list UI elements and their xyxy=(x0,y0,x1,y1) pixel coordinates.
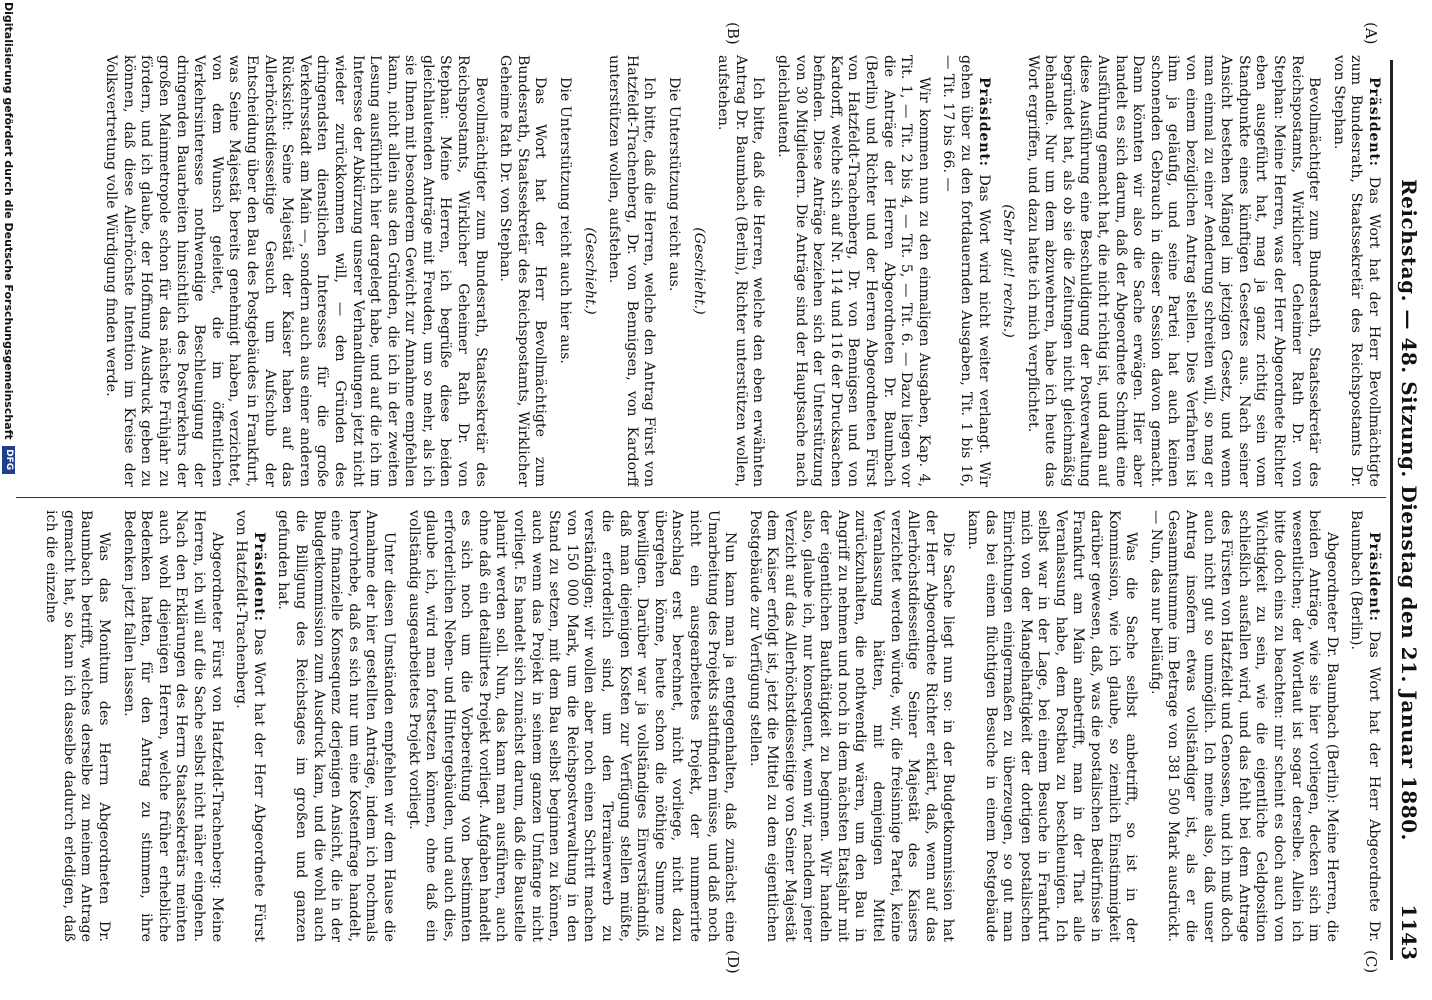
speaker-name: Präsident: xyxy=(1366,532,1382,622)
digitization-credit xyxy=(0,0,18,1000)
paragraph xyxy=(119,510,225,942)
paragraph xyxy=(1329,55,1382,487)
paragraph-text: Das Wort hat der Herr Abgeordnete Dr. Baumbach (Berlin). xyxy=(1348,510,1382,942)
paragraph-text: Bevollmächtigter zum Bundesrath, Staatssekretär des Reichspostamts, Wirklicher Geheimer Rath Dr. von Stephan: Meine Herren, ich begrüße diese beiden gleichlautenden Anträge mit Freuden, um so mehr, als ich sie Ihnen mit besonderem Gewicht zur Annahme empfehlen kann, nicht allein aus den Gründen, die ich in der zweiten Lesung ausführlich hier dargelegt habe, und auf die ich im Interesse der Abkürzung unserer Verhandlungen jetzt nicht wieder zurückkommen will, — den Gründen des dringendsten dienstlichen Interesses für die große Verkehrsstadt am Main —, sondern auch aus einer anderen Rücksicht: Seine Majestät der Kaiser haben auf das Allerhöchstdiesseitige Gesuch um Aufschub der Entscheidung über den Bau des Postgebäudes in Frankfurt, was Seine Majestät bereits genehmigt haben, verzichtet, von dem Wunsch geleitet, die im öffentlichen Verkehrsinteresse nothwendige Beschleunigung der dringenden Bauarbeiten hinsichtlich des Postverkehrs der großen Mainmetropole schon für das nächste Frühjahr zu fördern, und ich glaube, der Hoffnung Ausdruck geben zu können, daß diese Allerhöchste Intention im Kreise der Volksvertretung volle Würdigung finden werde. xyxy=(103,55,489,487)
speaker-name: Präsident: xyxy=(975,77,992,167)
speaker-name: Präsident: xyxy=(250,532,267,622)
paragraph-text: Abgeordneter Dr. Baumbach (Berlin): Meine Herren, die beiden Anträge, wie sie hier vorliegen, decken sich im wesentlichen; der Wortlaut ist sogar derselbe. Allein ich bitte doch eins zu beachten: mir scheint es doch auch von Wichtigkeit zu sein, wie die eigentliche Geldposition schließlich ausfallen wird, und das fehlt bei dem Antrage des Fürsten von Hatzfeldt und Genossen, und ich muß doch auch nicht gut so unmöglich. Ich meine also, daß unser Antrag insofern etwas vollständiger ist, als er die Gesammtsumme im Betrage von 381 500 Mark ausdrückt. — Nun, das nur beiläufig. xyxy=(1147,510,1340,942)
stage-direction xyxy=(580,55,598,487)
paragraph-text: (Sehr gut! rechts.) xyxy=(1000,204,1017,338)
paragraph-text: Das Wort wird nicht weiter verlangt. Wir gehen über zu den fortdauernden Ausgaben, Tit. 1 bis 16, — Tit. 17 bis 66. — xyxy=(940,55,992,487)
paragraph xyxy=(555,55,573,487)
page-header xyxy=(1390,60,1432,960)
paragraph xyxy=(939,55,992,487)
paragraph xyxy=(1023,55,1322,487)
paragraph-text: Die Unterstützung reicht auch hier aus. xyxy=(557,77,574,364)
paragraph xyxy=(605,55,658,487)
right-column xyxy=(12,510,1382,942)
paragraph-text: Unter diesen Umständen empfehlen wir dem Hause die Annahme der hier gestellten Anträge, indem ich nochmals hervorhebe, daß es sich nur um eine Kostenfrage handelt, eine finanzielle Konsequenz derjenigen Ansicht, die in der Budgetkommission zum Ausdruck kam, und die wohl auch die Billigung des Reichstages im großen und ganzen gefunden hat. xyxy=(275,510,397,942)
paragraph xyxy=(232,510,267,942)
paragraph-text: Was das Monitum des Herrn Abgeordneten Dr. Baumbach betrifft, welches derselbe zu meinem Antrage gemacht hat, so kann ich dasselbe dadurch erledigen, daß ich die einzelne xyxy=(43,510,113,942)
paragraph-text: Nun kann man ja entgegenhalten, daß zunächst eine Umarbeitung des Projekts stattfinden müsse, und daß noch nicht ein ausgearbeitetes Projekt, der nummerirte Anschlag erst berechnet, nicht vorliege, nicht dazu übergehen könne, heute schon die nöthige Summe zu bewilligen. Darüber war ja vollständiges Einverständniß, daß man diejenigen Kosten zur Verfügung stellen müßte, die erforderlich sind, um den Terrainerwerb zu verständigen; wir wollen aber noch einen Schritt machen von 150 000 Mark, um die Reichspostverwaltung in den Stand zu setzen, mit dem Bau selbst beginnen zu können, auch wenn das Projekt in seinem ganzen Umfange nicht vorliegt. Es handelt sich zunächst darum, daß die Baustelle planirt werden soll. Nun, das kann man ausführen, auch ohne daß ein detaillirtes Projekt vorliegt. Aufgaben handelt es sich noch um die Vorbereitung von bestimmten erforderlichen Neben- und Hintergebäuden, und auch dies, glaube ich, wird man fortsetzen können, ohne daß ein vollständig ausgearbeitetes Projekt vorliegt. xyxy=(405,510,739,942)
paragraph xyxy=(42,510,112,942)
margin-marker-a: (A) xyxy=(1362,22,1380,45)
paragraph-text: Wir kommen nun zu den einmaligen Ausgaben, Kap. 4, Tit. 1, — Tit. 2 bis 4, — Tit. 5, — Tit. 6. — Dazu liegen vor die Anträge der Herren Abgeordneten Dr. Baumbach (Berlin) und Richter und der Herren Abgeordneten Fürst von Hatzfeldt-Trachenberg, Dr. von Bennigsen und von Kardorff, welche sich auf Nr. 114 und 116 der Drucksachen befinden. Diese Anträge beziehen sich der Unterstützung von 30 Mitgliedern. Die Anträge sind der Hauptsache nach gleichlautend. xyxy=(775,55,932,487)
paragraph xyxy=(404,510,738,942)
paragraph-text: Ich bitte, daß die Herren, welche den eben erwähnten Antrag Dr. Baumbach (Berlin), Richter unterstützen wollen, aufstehen. xyxy=(715,55,767,487)
paragraph xyxy=(714,55,767,487)
paragraph xyxy=(773,55,931,487)
paragraph xyxy=(664,55,682,487)
paragraph-text: Das Wort hat der Herr Bevollmächtigte zum Bundesrath, Staatssekretär des Reichspostamts, Wirklicher Geheime Rath Dr. von Stephan. xyxy=(497,55,549,487)
paragraph xyxy=(745,510,956,942)
paragraph xyxy=(963,510,1139,942)
stage-direction xyxy=(999,55,1017,487)
header-title: Reichstag. — 48. Sitzung. Dienstag den 21. Januar 1880. xyxy=(1397,178,1421,842)
paragraph-text: Abgeordneter Fürst von Hatzfeldt-Trachenberg: Meine Herren, ich will auf die Sache selbst nicht näher eingehen. Nach den Erklärungen des Herrn Staatssekretärs meinten auch wohl diejenigen Herren, welche früher erhebliche Bedenken hatten, für den Antrag zu stimmen, ihre Bedenken jetzt fallen lassen. xyxy=(120,510,225,942)
paragraph-text: Die Sache liegt nun so: in der Budgetkommission hat der Herr Abgeordnete Richter erklärt, daß, wenn auf das Allerhöchstdiesseitige Seiner Majestät des Kaisers verzichtet werden würde, wir, die freisinnige Partei, keine Veranlassung hätten, mit demjenigen Mittel zurückzuhalten, die nothwendig wären, um den Bau in Angriff zu nehmen und noch in dem nächsten Etatsjahr mit der eigentlichen Bauthätigkeit zu beginnen. Wir handeln also, glaube ich, nur konsequent, wenn wir, nachdem jener Verzicht auf das Allerhöchstdiesseitige von Seiner Majestät dem Kaiser erfolgt ist, jetzt die Mittel zu dem eigentlichen Postgebäude zur Verfügung stellen. xyxy=(746,510,957,942)
dfg-logo: DFG xyxy=(3,446,16,474)
paragraph xyxy=(1347,510,1382,942)
credit-text: Digitalisierung gefördert durch die Deutsche Forschungsgemeinschaft xyxy=(2,2,16,440)
stage-direction xyxy=(689,55,707,487)
paragraph xyxy=(496,55,549,487)
paragraph-text: Ich bitte, daß die Herren, welche den Antrag Fürst von Hatzfeldt-Trachenberg, Dr. von Bennigsen, von Kardorff unterstützen wollen, aufstehen. xyxy=(606,55,658,487)
paragraph-text: Die Unterstützung reicht aus. xyxy=(666,77,683,292)
paragraph-text: (Geschieht.) xyxy=(690,227,707,315)
paragraph-text: Was die Sache selbst anbetrifft, so ist in der Kommission, wie ich glaube, so ziemlich Einstimmigkeit darüber gewesen, daß, was die postalischen Bedürfnisse in Frankfurt am Main anbetrifft, man in der That alle Veranlassung habe, dem Postbau zu beschleunigen. Ich selbst war in der Lage, bei einem Besuche in Frankfurt mich von der Mangelhaftigkeit der dortigen postalischen Einrichtungen einigermaßen zu überzeugen, so gut man das bei einem flüchtigen Besuche in einem Postgebäude kann. xyxy=(964,510,1140,942)
paragraph-text: (Geschieht.) xyxy=(581,227,598,315)
paragraph-text: Das Wort hat der Herr Abgeordnete Fürst von Hatzfeldt-Trachenberg. xyxy=(233,510,267,942)
speaker-name: Präsident: xyxy=(1366,77,1382,167)
paragraph xyxy=(102,55,489,487)
column-divider xyxy=(16,497,1386,498)
margin-marker-c: (C) xyxy=(1362,950,1380,974)
paragraph xyxy=(1146,510,1340,942)
paragraph-text: Das Wort hat der Herr Bevollmächtigte zum Bundesrath, Staatssekretär des Reichspostamts Dr. von Stephan. xyxy=(1330,55,1382,487)
paragraph-text: Bevollmächtigter zum Bundesrath, Staatssekretär des Reichspostamts, Wirklicher Geheimer Rath Dr. von Stephan: Meine Herren, was der Herr Abgeordnete Richter eben ausgeführt hat, mag ja ganz richtig sein vom Standpunkte eines künftigen Gesetzes aus. Nach seiner Ansicht bestehen Mängel im jetzigen Gesetz, und wenn man einmal zu einer Aenderung schreiten will, so mag er von einem bezüglichen Antrag stellen. Dies Verfahren ist ihm ja geläufig, und seine Partei hat auch keinen schonenden Gebrauch in dieser Session davon gemacht. Dann könnten wir also die Sache erwägen. Hier aber handelt es sich darum, daß der Abgeordnete Schmidt eine Ausführung gemacht hat, die nicht richtig ist, und dann auf diese Ausführung eine Beschuldigung der Postverwaltung begründet hat, als ob sie die Zeitungen nicht gleichmäßig behandle. Nur um dem abzuwehren, habe ich heute das Wort ergriffen, und dazu hatte ich mich verpflichtet. xyxy=(1024,55,1323,487)
margin-marker-b: (B) xyxy=(724,22,742,45)
left-column xyxy=(12,55,1382,487)
margin-marker-d: (D) xyxy=(724,950,742,974)
page-number: 1143 xyxy=(1397,904,1421,960)
paragraph xyxy=(274,510,397,942)
